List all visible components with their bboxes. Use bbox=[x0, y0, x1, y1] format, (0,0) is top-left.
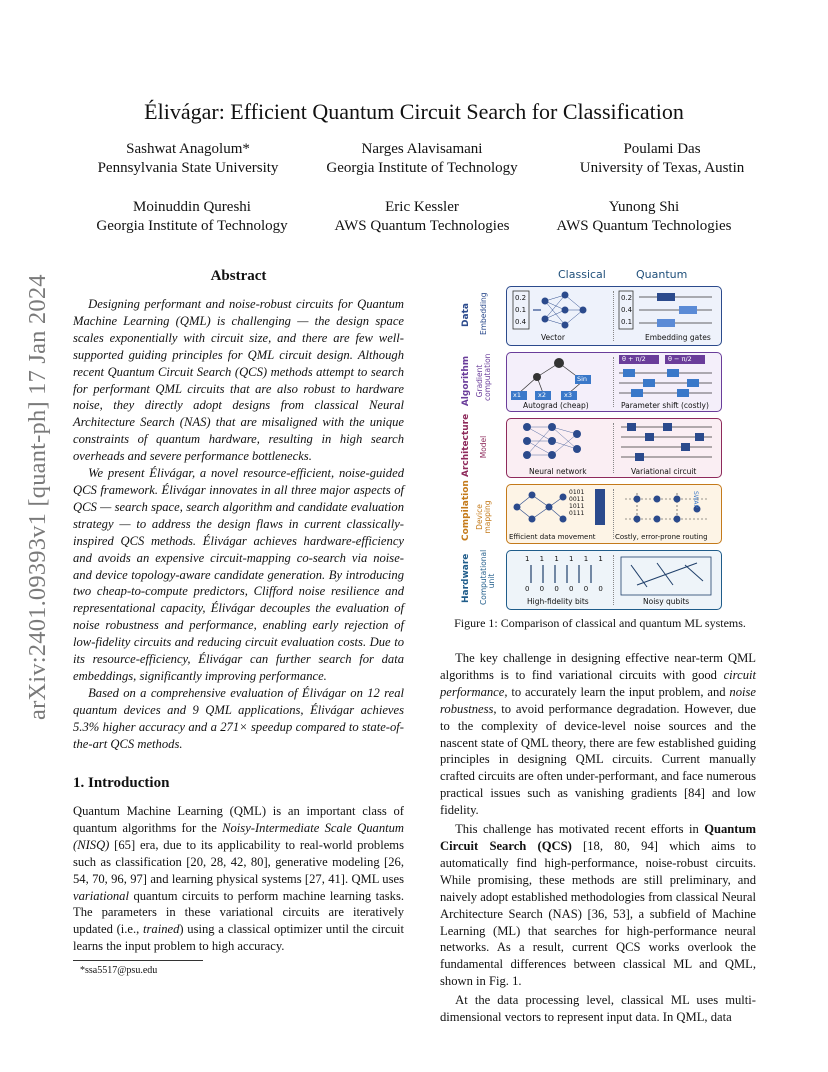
panel-data bbox=[506, 286, 722, 346]
footnote: *ssa5517@psu.edu bbox=[80, 965, 158, 976]
author-name: Moinuddin Qureshi bbox=[133, 199, 251, 215]
row-label-architecture: Architecture bbox=[461, 413, 471, 477]
shift-plus: θ + π/2 bbox=[622, 355, 646, 363]
caption-left: Vector bbox=[541, 333, 565, 342]
shift-minus: θ − π/2 bbox=[668, 355, 692, 363]
panel-hardware bbox=[506, 550, 722, 610]
author-block bbox=[532, 140, 792, 178]
row-sublabel: Computational unit bbox=[479, 549, 496, 605]
caption-right: Embedding gates bbox=[645, 333, 711, 342]
vector-values: 0.2 0.1 0.4 bbox=[515, 294, 527, 326]
node-sin: Sin bbox=[577, 375, 588, 383]
intro-body bbox=[73, 803, 404, 955]
abstract-paragraph: Designing performant and noise-robust circuits for Quantum Machine Learning (QML) is challenging — the design space scales exponentially with circuit size, and there are few well-supported guiding principles for QML circuit design. Although recent Quantum Circuit Search (QCS) methods attempt to search for performant QML circuits that are also robust to hardware noise, they directly adopt designs from classical Neural Architecture Search (NAS) that are misaligned with the unique constraints of quantum hardware, resulting in high search overheads and severe performance bottlenecks. bbox=[73, 297, 404, 464]
caption-right: Parameter shift (costly) bbox=[621, 401, 709, 410]
panel-algorithm bbox=[506, 352, 722, 412]
node-x2: x2 bbox=[538, 391, 546, 399]
right-column-body bbox=[440, 650, 756, 1026]
caption-left: Efficient data movement bbox=[509, 533, 596, 541]
caption-right: Noisy qubits bbox=[643, 597, 690, 606]
column-header-quantum: Quantum bbox=[636, 268, 688, 281]
row-label-hardware: Hardware bbox=[461, 553, 471, 603]
caption-right: Costly, error-prone routing bbox=[615, 533, 708, 541]
author-name: Sashwat Anagolum* bbox=[126, 141, 250, 157]
gate-values: 0.2 0.4 0.1 bbox=[621, 294, 633, 326]
abstract-paragraph: Based on a comprehensive evaluation of Élivágar on 12 real quantum devices and 9 QML applications, Élivágar achieves 5.3% higher accuracy and a 271× speedup compared to state-of-the-art QCS methods. bbox=[73, 685, 404, 751]
node-x1: x1 bbox=[513, 391, 521, 399]
author-affiliation: University of Texas, Austin bbox=[579, 160, 745, 176]
node-x3: x3 bbox=[564, 391, 572, 399]
author-name: Narges Alavisamani bbox=[361, 141, 483, 157]
bits-bottom: 0 0 0 0 0 0 bbox=[525, 585, 607, 593]
author-block bbox=[514, 198, 774, 236]
section-heading: 1. Introduction bbox=[73, 775, 170, 791]
caption-right: Variational circuit bbox=[631, 467, 697, 476]
memory-words: 0101 0011 1011 0111 bbox=[569, 489, 585, 517]
author-name: Eric Kessler bbox=[385, 199, 459, 215]
row-sublabel: Device mapping bbox=[475, 500, 492, 534]
author-affiliation: AWS Quantum Technologies bbox=[334, 218, 510, 234]
author-block bbox=[292, 198, 552, 236]
panel-compilation bbox=[506, 484, 722, 544]
bits-top: 1 1 1 1 1 1 bbox=[525, 555, 607, 563]
figure-1 bbox=[460, 268, 722, 612]
author-affiliation: Pennsylvania State University bbox=[97, 160, 279, 176]
column-header-classical: Classical bbox=[558, 268, 606, 281]
author-affiliation: Georgia Institute of Technology bbox=[96, 218, 288, 234]
swap-label: SWAP bbox=[692, 491, 699, 509]
arxiv-identifier: arXiv:2401.09393v1 [quant-ph] 17 Jan 2024 bbox=[24, 274, 51, 720]
author-block bbox=[58, 140, 318, 178]
body-paragraph: At the data processing level, classical ML uses multi-dimensional vectors to represent input data. In QML, data bbox=[440, 993, 756, 1025]
row-sublabel: Embedding bbox=[479, 292, 488, 335]
caption-left: Neural network bbox=[529, 467, 587, 476]
panel-architecture bbox=[506, 418, 722, 478]
row-sublabel: Model bbox=[479, 435, 488, 459]
footnote-rule bbox=[73, 960, 203, 961]
row-label-data: Data bbox=[461, 303, 471, 327]
row-sublabel: Gradient computation bbox=[475, 353, 492, 401]
author-block bbox=[292, 140, 552, 178]
caption-left: High-fidelity bits bbox=[527, 597, 589, 606]
abstract-heading: Abstract bbox=[210, 268, 267, 284]
abstract-paragraph: We present Élivágar, a novel resource-efficient, noise-guided QCS framework. Élivágar innovates in all three major aspects of QCS — search space, search algorithm and candidate evaluation strategy — to address the design flaws in current classically-inspired QCS methods. Élivágar achieves hardware-efficiency and avoids an expensive circuit-mapping co-search via noise- and device topology-aware candidate generation. By introducing two cheap-to-compute predictors, Clifford noise resilience and representational capacity, Élivágar decouples the evaluation of noise robustness and performance, enabling early rejection of low-fidelity circuits and reducing circuit evaluation costs. Due to its resource-efficiency, Élivágar can further search for data embeddings, significantly improving performance. bbox=[73, 466, 404, 683]
abstract-body bbox=[73, 296, 404, 752]
body-paragraph: This challenge has motivated recent efforts in Quantum Circuit Search (QCS) [18, 80, 94] which aims to automatically find high-performance, noise-robust circuits. While promising, these methods are still preliminary, and naively adopt established methodologies from classical Neural Architecture Search (NAS) [36, 53], a subfield of Machine Learning (ML) that searches for high-performance neural networks. As a result, current QCS works overlook the fundamental differences between classical ML and QML, shown in Fig. 1. bbox=[440, 822, 757, 989]
figure-caption: Figure 1: Comparison of classical and quantum ML systems. bbox=[454, 616, 746, 630]
author-name: Poulami Das bbox=[623, 141, 701, 157]
author-name: Yunong Shi bbox=[608, 199, 680, 215]
paper-title: Élivágar: Efficient Quantum Circuit Search for Classification bbox=[144, 99, 684, 124]
row-label-algorithm: Algorithm bbox=[461, 355, 471, 407]
body-paragraph: The key challenge in designing effective near-term QML algorithms is to find variational circuits with good circuit performance, to accurately learn the input problem, and noise robustness, to avoid performance degradation. However, due to the complexity of device-level noise sources and the nascent state of QML theory, there are few established guiding principles in designing QML circuits. Current manually crafted circuits are often under-performant, and face numerous practical issues such as vanishing gradients [84] and low fidelity. bbox=[440, 651, 756, 818]
caption-left: Autograd (cheap) bbox=[523, 401, 589, 410]
intro-paragraph: Quantum Machine Learning (QML) is an important class of quantum algorithms for the Noisy-Intermediate Scale Quantum (NISQ) [65] era, due to its applicability to real-world problems such as classification [20, 28, 42, 80], generative modeling [26, 54, 70, 96, 97] and learning physical systems [27, 41]. QML uses variational quantum circuits to perform machine learning tasks. The parameters in these variational circuits are iteratively updated (i.e., trained) using a classical optimizer until the circuit learns the input problem to high accuracy. bbox=[73, 804, 405, 954]
author-affiliation: AWS Quantum Technologies bbox=[556, 218, 732, 234]
author-affiliation: Georgia Institute of Technology bbox=[326, 160, 518, 176]
author-block bbox=[62, 198, 322, 236]
row-label-compilation: Compilation bbox=[461, 480, 471, 541]
